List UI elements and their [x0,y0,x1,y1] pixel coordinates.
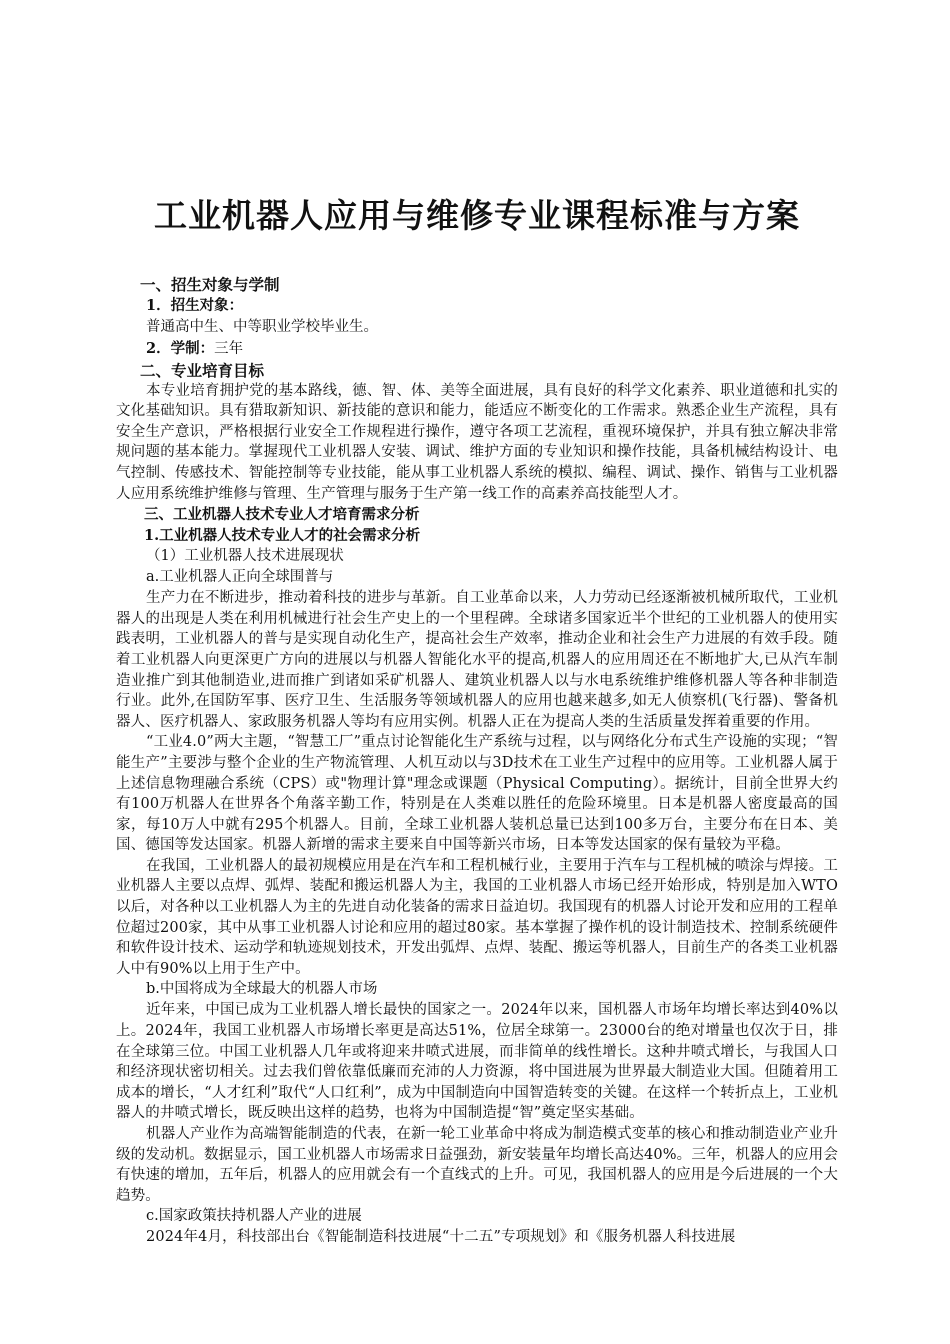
study-length-line [146,338,838,360]
point-b-paragraph-2: 机器人产业作为高端智能制造的代表，在新一轮工业革命中将成为制造模式变革的核心和推动制造业产业升级的发动机。数据显示，国工业机器人市场需求日益强劲，新安装量年均增长高达40%。三年，机器人的应用会有快速的增加，五年后，机器人的应用就会有一个直线式的上升。可见，我国机器人的应用是今后进展的一个大趋势。 [116,1126,838,1204]
point-a-paragraph-1: 生产力在不断进步，推动着科技的进步与革新。自工业革命以来，人力劳动已经逐渐被机械所取代，工业机器人的出现是人类在利用机械进行社会生产史上的一个里程碑。全球诸多国家近半个世纪的工业机器人的使用实践表明，工业机器人的普与是实现自动化生产，提高社会生产效率，推动企业和社会生产力进展的有效手段。随着工业机器人向更深更广方向的进展以与机器人智能化水平的提高,机器人的应用周还在不断地扩大,已从汽车制造业推广到其他制造业,进而推广到诸如采矿机器人、建筑业机器人以与水电系统维护维修机器人等各种非制造行业。此外,在国防军事、医疗卫生、生活服务等领域机器人的应用也越来越多,如无人侦察机(飞行器)、警备机器人、医疗机器人、家政服务机器人等均有应用实例。机器人正在为提高人类的生活质量发挥着重要的作用。 [116,590,838,730]
point-a-paragraph-3: 在我国，工业机器人的最初规模应用是在汽车和工程机械行业，主要用于汽车与工程机械的喷涂与焊接。工业机器人主要以点焊、弧焊、装配和搬运机器人为主，我国的工业机器人市场已经开始形成，特别是加入WTO以后，对各种以工业机器人为主的先进自动化装备的需求日益迫切。我国现有的机器人讨论开发和应用的工程单位超过200家，其中从事工业机器人讨论和应用的超过80家。基本掌握了操作机的设计制造技术、控制系统硬件和软件设计技术、运动学和轨迹规划技术，开发出弧焊、点焊、装配、搬运等机器人，目前生产的各类工业机器人中有90%以上用于生产中。 [116,857,838,977]
training-goal-paragraph: 本专业培育拥护党的基本路线，德、智、体、美等全面进展，具有良好的科学文化素养、职业道德和扎实的文化基础知识。具有猎取新知识、新技能的意识和能力，能适应不断变化的工作需求。熟悉企业生产流程，具有安全生产意识，严格根据行业安全工作规程进行操作，遵守各项工艺流程，重视环境保护，并具有独立解决非常规问题的基本能力。掌握现代工业机器人安装、调试、维护方面的专业知识和操作技能，具备机械结构设计、电气控制、传感技术、智能控制等专业技能，能从事工业机器人系统的模拟、编程、调试、操作、销售与工业机器人应用系统维护维修与管理、生产管理与服务于生产第一线工作的高素养高技能型人才。 [116,382,838,502]
point-c-heading: c.国家政策扶持机器人产业的进展 [146,1208,362,1225]
section-3-heading: 三、工业机器人技术专业人才培育需求分析 [144,506,420,524]
point-b-paragraph-1: 近年来，中国已成为工业机器人增长最快的国家之一。2024年以来，国机器人市场年均增长率达到40%以上。2024年，我国工业机器人市场增长率更是高达51%，位居全球第一。23000台的绝对增量也仅次于日，排在全球第三位。中国工业机器人几年或将迎来井喷式进展，而非简单的线性增长。这种井喷式增长，与我国人口和经济现状密切相关。过去我们曾依靠低廉而充沛的人力资源，将中国进展为世界最大制造业大国。但随着用工成本的增长，“人才红利”取代“人口红利”，成为中国制造向中国智造转变的关键。在这样一个转折点上，工业机器人的井喷式增长，既反映出这样的趋势，也将为中国制造提“智”奠定坚实基础。 [116,1002,838,1122]
enrollment-target-line [146,295,838,317]
point-a-paragraph-2: “工业4.0”两大主题，“智慧工厂”重点讨论智能化生产系统与过程，以与网络化分布式生产设施的实现；“智能生产”主要涉与整个企业的生产物流管理、人机互动以与3D技术在工业生产过程中的应用等。工业机器人属于上述信息物理融合系统（CPS）或"物理计算"理念或课题（Physical Computing）。据统计，目前全世界大约有100万机器人在世界各个角落辛勤工作，特别是在人类难以胜任的危险环境里。日本是机器人密度最高的国家，每10万人中就有295个机器人。目前，全球工业机器人装机总量已达到100多万台，主要分布在日本、美国、德国等发达国家。机器人新增的需求主要来自中国等新兴市场，日本等发达国家的保有量较为平稳。 [116,734,838,854]
document-title: 工业机器人应用与维修专业课程标准与方案 [154,196,800,235]
section-1-heading: 一、招生对象与学制 [140,274,280,294]
point-c-paragraph-1: 2024年4月，科技部出台《智能制造科技进展“十二五”专项规划》和《服务机器人科技进展 [146,1229,736,1246]
section-2-heading: 二、专业培育目标 [140,360,265,380]
enrollment-target-label: 1．招生对象： [146,296,244,314]
point-b-heading: b.中国将成为全球最大的机器人市场 [146,981,378,998]
tech-status-heading: （1）工业机器人技术进展现状 [146,548,344,565]
enrollment-target-value: 普通高中生、中等职业学校毕业生。 [146,318,378,335]
study-length-value: 三年 [214,340,244,357]
point-a-heading: a.工业机器人正向全球围普与 [146,569,334,586]
social-demand-heading: 1.工业机器人技术专业人才的社会需求分析 [144,527,421,545]
document-page [116,196,838,1248]
study-length-label: 2．学制： [146,339,215,357]
